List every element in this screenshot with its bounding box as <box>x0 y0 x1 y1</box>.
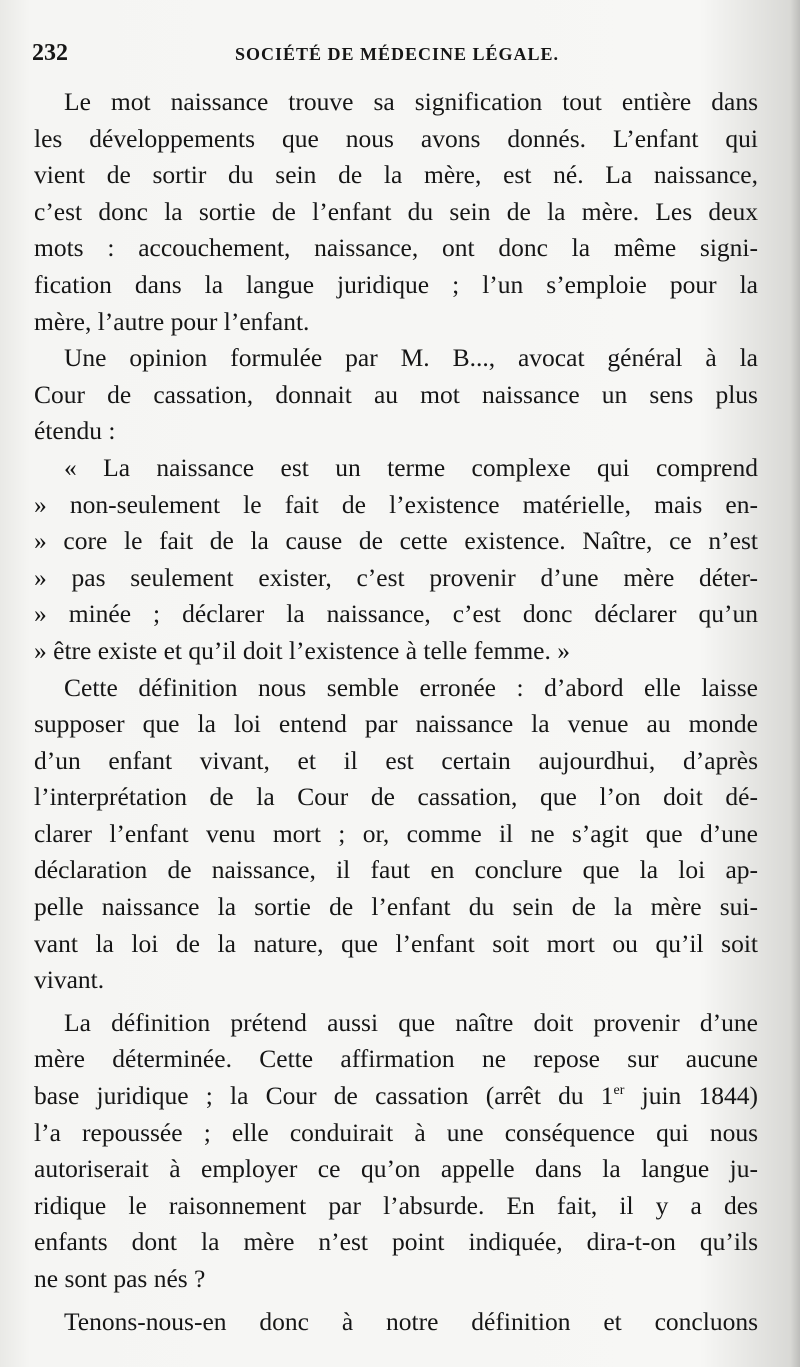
text-line: vivant. <box>34 965 105 995</box>
paragraph <box>34 1005 758 1298</box>
text-line: ridique le raisonnement par l’absurde. En fait, il y a des <box>34 1190 758 1220</box>
text-line: » core le fait de la cause de cette existence. Naître, ce n’est <box>34 526 758 556</box>
text-line-with-superscript <box>34 1078 758 1115</box>
text-line: La définition prétend aussi que naître doit provenir d’une <box>64 1007 758 1037</box>
text-span: base juridique ; la Cour de cassation (arrêt du 1 <box>34 1081 614 1111</box>
text-line: déclaration de naissance, il faut en conclure que la loi ap- <box>34 855 758 885</box>
text-line: Cette définition nous semble erronée : d’abord elle laisse <box>64 672 758 702</box>
text-line: fication dans la langue juridique ; l’un s’emploie pour la <box>34 269 758 299</box>
paragraph <box>34 1304 758 1341</box>
body-text <box>34 84 758 1340</box>
page-number: 232 <box>32 40 68 66</box>
text-line: d’un enfant vivant, et il est certain aujourdhui, d’après <box>34 745 758 775</box>
paragraph <box>34 84 758 340</box>
paragraph <box>34 340 758 450</box>
text-line: autoriserait à employer ce qu’on appelle dans la langue ju- <box>34 1154 758 1184</box>
text-line: enfants dont la mère n’est point indiquée, dira-t-on qu’ils <box>34 1227 758 1257</box>
text-span: juin 1844) <box>624 1081 758 1111</box>
text-line: ne sont pas nés ? <box>34 1264 206 1293</box>
page-header <box>32 40 762 74</box>
text-line: » être existe et qu’il doit l’existence à telle femme. » <box>34 635 570 665</box>
text-line: » pas seulement exister, c’est provenir d’une mère déter- <box>34 562 758 592</box>
text-line: vient de sortir du sein de la mère, est né. La naissance, <box>34 160 758 190</box>
text-line: Cour de cassation, donnait au mot naissance un sens plus <box>34 379 758 409</box>
text-line: clarer l’enfant venu mort ; or, comme il ne s’agit que d’une <box>34 818 758 848</box>
running-title: SOCIÉTÉ DE MÉDECINE LÉGALE. <box>234 44 560 64</box>
text-line: Une opinion formulée par M. B..., avocat général à la <box>64 343 758 373</box>
text-line: » minée ; déclarer la naissance, c’est donc déclarer qu’un <box>34 599 758 629</box>
text-line: les développements que nous avons donnés. L’enfant qui <box>34 123 758 153</box>
text-line: « La naissance est un terme complexe qui comprend <box>64 452 758 482</box>
superscript: er <box>613 1083 625 1099</box>
quotation <box>34 450 758 670</box>
text-line: l’a repoussée ; elle conduirait à une conséquence qui nous <box>34 1117 758 1147</box>
text-line: pelle naissance la sortie de l’enfant du sein de la mère sui- <box>34 892 758 922</box>
paragraph <box>34 670 758 999</box>
text-line: supposer que la loi entend par naissance la venue au monde <box>34 709 758 739</box>
text-line: vant la loi de la nature, que l’enfant soit mort ou qu’il soit <box>34 928 758 958</box>
text-line: l’interprétation de la Cour de cassation, que l’on doit dé- <box>34 782 758 812</box>
text-line: mère déterminée. Cette affirmation ne repose sur aucune <box>34 1044 758 1074</box>
text-line: » non-seulement le fait de l’existence matérielle, mais en- <box>34 489 758 519</box>
text-line: mots : accouchement, naissance, ont donc la même signi- <box>34 233 758 263</box>
text-line: étendu : <box>34 416 116 446</box>
text-line: Tenons-nous-en donc à notre définition et concluons <box>64 1306 758 1336</box>
text-line: Le mot naissance trouve sa signification tout entière dans <box>64 87 758 116</box>
text-line: c’est donc la sortie de l’enfant du sein de la mère. Les deux <box>34 196 758 226</box>
text-line: mère, l’autre pour l’enfant. <box>34 306 310 336</box>
